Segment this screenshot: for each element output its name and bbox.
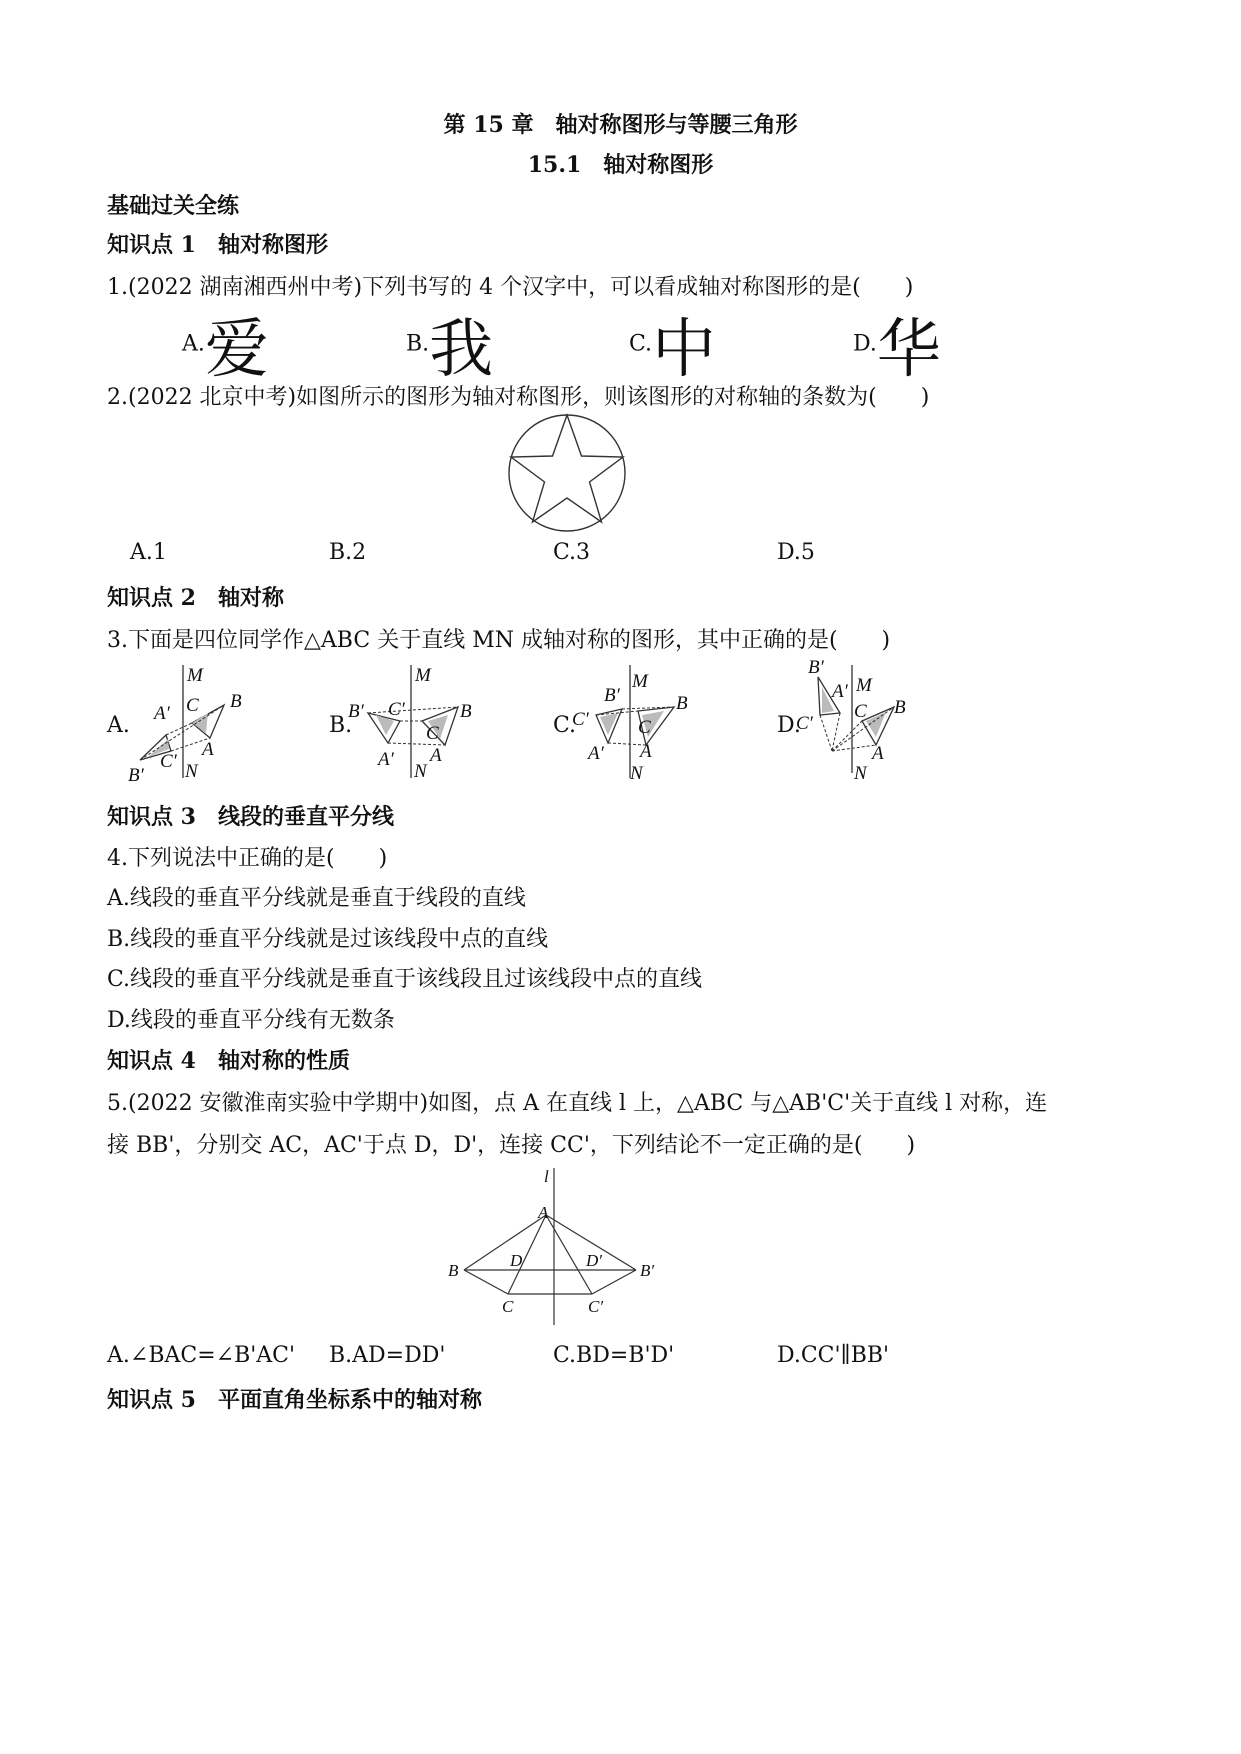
- q3d-label-n: N: [854, 763, 867, 783]
- q1-option-b: [406, 298, 493, 390]
- q4-option-a: A.线段的垂直平分线就是垂直于线段的直线: [107, 886, 526, 911]
- q5-label-l: l: [544, 1167, 549, 1186]
- q3-figure-b: [348, 663, 478, 783]
- q5-option-b: B.AD=DD': [329, 1343, 446, 1368]
- q3c-label-b: B: [676, 693, 688, 714]
- q3a-label-a-prime: A′: [154, 703, 170, 724]
- question-1-stem: 1.(2022 湖南湘西州中考)下列书写的 4 个汉字中，可以看成轴对称图形的是( ): [107, 275, 914, 300]
- q3-option-c-label: C.: [553, 713, 577, 738]
- q3a-label-n: N: [185, 761, 198, 782]
- q3-option-b-label: B.: [329, 713, 353, 738]
- q3-option-d-label: D.: [777, 713, 801, 738]
- q3d-label-b: B: [894, 697, 906, 718]
- q3a-label-b: B: [230, 691, 242, 712]
- q3c-label-c: C: [638, 717, 651, 738]
- q2-option-a: A.1: [130, 540, 167, 565]
- knowledge-point-5: 知识点 5 平面直角坐标系中的轴对称: [107, 1387, 482, 1413]
- q3c-label-a: A: [640, 741, 652, 762]
- q1-option-d: [853, 298, 941, 390]
- q3b-label-c-prime: C′: [388, 699, 405, 720]
- q4-option-c: C.线段的垂直平分线就是垂直于该线段且过该线段中点的直线: [107, 967, 703, 992]
- q2-option-c: C.3: [553, 540, 591, 565]
- q3d-label-a-prime: A′: [832, 681, 848, 702]
- q3-figure-c: [572, 663, 702, 783]
- q5-label-a: A: [538, 1203, 549, 1222]
- q3-option-a-label: A.: [107, 713, 130, 738]
- question-3-stem: 3.下面是四位同学作△ABC 关于直线 MN 成轴对称的图形，其中正确的是( ): [107, 628, 891, 653]
- knowledge-point-1: 知识点 1 轴对称图形: [107, 232, 328, 258]
- q3b-label-c: C: [426, 723, 439, 744]
- q3c-label-a-prime: A′: [588, 743, 604, 764]
- q2-star-in-circle-figure: [497, 412, 637, 534]
- question-5-stem-line-2: 接 BB'，分别交 AC，AC'于点 D，D'，连接 CC'，下列结论不一定正确的是( ): [107, 1133, 916, 1158]
- q3b-label-a: A: [430, 745, 442, 766]
- q5-label-c: C: [502, 1297, 514, 1316]
- q3c-label-b-prime: B′: [604, 685, 620, 706]
- q1-option-b-label: B.: [406, 331, 430, 357]
- q3d-label-a: A: [872, 743, 884, 764]
- question-2-stem: 2.(2022 北京中考)如图所示的图形为轴对称图形，则该图形的对称轴的条数为( ): [107, 385, 930, 410]
- chapter-title: 第 15 章 轴对称图形与等腰三角形: [443, 112, 798, 138]
- q3a-label-b-prime: B′: [128, 765, 144, 783]
- q3b-label-b: B: [460, 701, 472, 722]
- q3d-label-c: C: [854, 701, 867, 722]
- q2-option-b: B.2: [329, 540, 367, 565]
- q3c-label-n: N: [630, 763, 643, 783]
- q1-option-d-label: D.: [853, 331, 877, 357]
- q3b-label-m: M: [415, 665, 431, 686]
- q1-option-a-char: 爱: [204, 313, 269, 387]
- q1-option-d-char: 华: [876, 313, 941, 387]
- q5-label-b-prime: B′: [640, 1261, 655, 1280]
- q1-option-a-label: A.: [182, 331, 205, 357]
- q3d-label-m: M: [856, 675, 872, 696]
- q2-option-d: D.5: [777, 540, 815, 565]
- q3a-label-c-prime: C′: [160, 751, 177, 772]
- question-5-stem-line-1: 5.(2022 安徽淮南实验中学期中)如图，点 A 在直线 l 上，△ABC 与△AB'C'关于直线 l 对称，连: [107, 1091, 1048, 1116]
- knowledge-point-2: 知识点 2 轴对称: [107, 585, 284, 611]
- q3b-label-n: N: [414, 761, 427, 782]
- q3d-label-c-prime: C′: [796, 713, 813, 734]
- q1-option-c: [629, 298, 716, 390]
- q1-option-c-label: C.: [629, 331, 653, 357]
- q5-option-c: C.BD=B'D': [553, 1343, 675, 1368]
- q5-option-d: D.CC'∥BB': [777, 1343, 890, 1368]
- q5-label-c-prime: C′: [588, 1297, 604, 1316]
- q5-option-a: A.∠BAC=∠B'AC': [107, 1343, 296, 1368]
- q3a-label-c: C: [186, 695, 199, 716]
- q3b-label-b-prime: B′: [348, 701, 364, 722]
- q1-option-a: [182, 298, 269, 390]
- q3a-label-m: M: [187, 665, 203, 686]
- q3c-label-c-prime: C′: [572, 709, 589, 730]
- q5-label-d: D: [510, 1251, 523, 1270]
- knowledge-point-3: 知识点 3 线段的垂直平分线: [107, 804, 394, 830]
- q3a-label-a: A: [202, 739, 214, 760]
- q3c-label-m: M: [632, 671, 648, 692]
- q1-option-b-char: 我: [429, 313, 494, 387]
- q3-figure-d: [796, 657, 926, 783]
- q3b-label-a-prime: A′: [378, 749, 394, 770]
- q1-option-c-char: 中: [652, 313, 717, 387]
- q4-option-d: D.线段的垂直平分线有无数条: [107, 1008, 395, 1033]
- question-4-stem: 4.下列说法中正确的是( ): [107, 846, 388, 871]
- section-title: 15.1 轴对称图形: [527, 152, 714, 178]
- q5-label-d-prime: D′: [586, 1251, 602, 1270]
- q5-label-b: B: [448, 1261, 459, 1280]
- part-title: 基础过关全练: [107, 193, 240, 219]
- q5-symmetric-triangles-figure: [440, 1160, 670, 1330]
- q3-figure-a: [126, 663, 252, 783]
- q4-option-b: B.线段的垂直平分线就是过该线段中点的直线: [107, 927, 549, 952]
- q3d-label-b-prime: B′: [808, 657, 824, 678]
- knowledge-point-4: 知识点 4 轴对称的性质: [107, 1048, 350, 1074]
